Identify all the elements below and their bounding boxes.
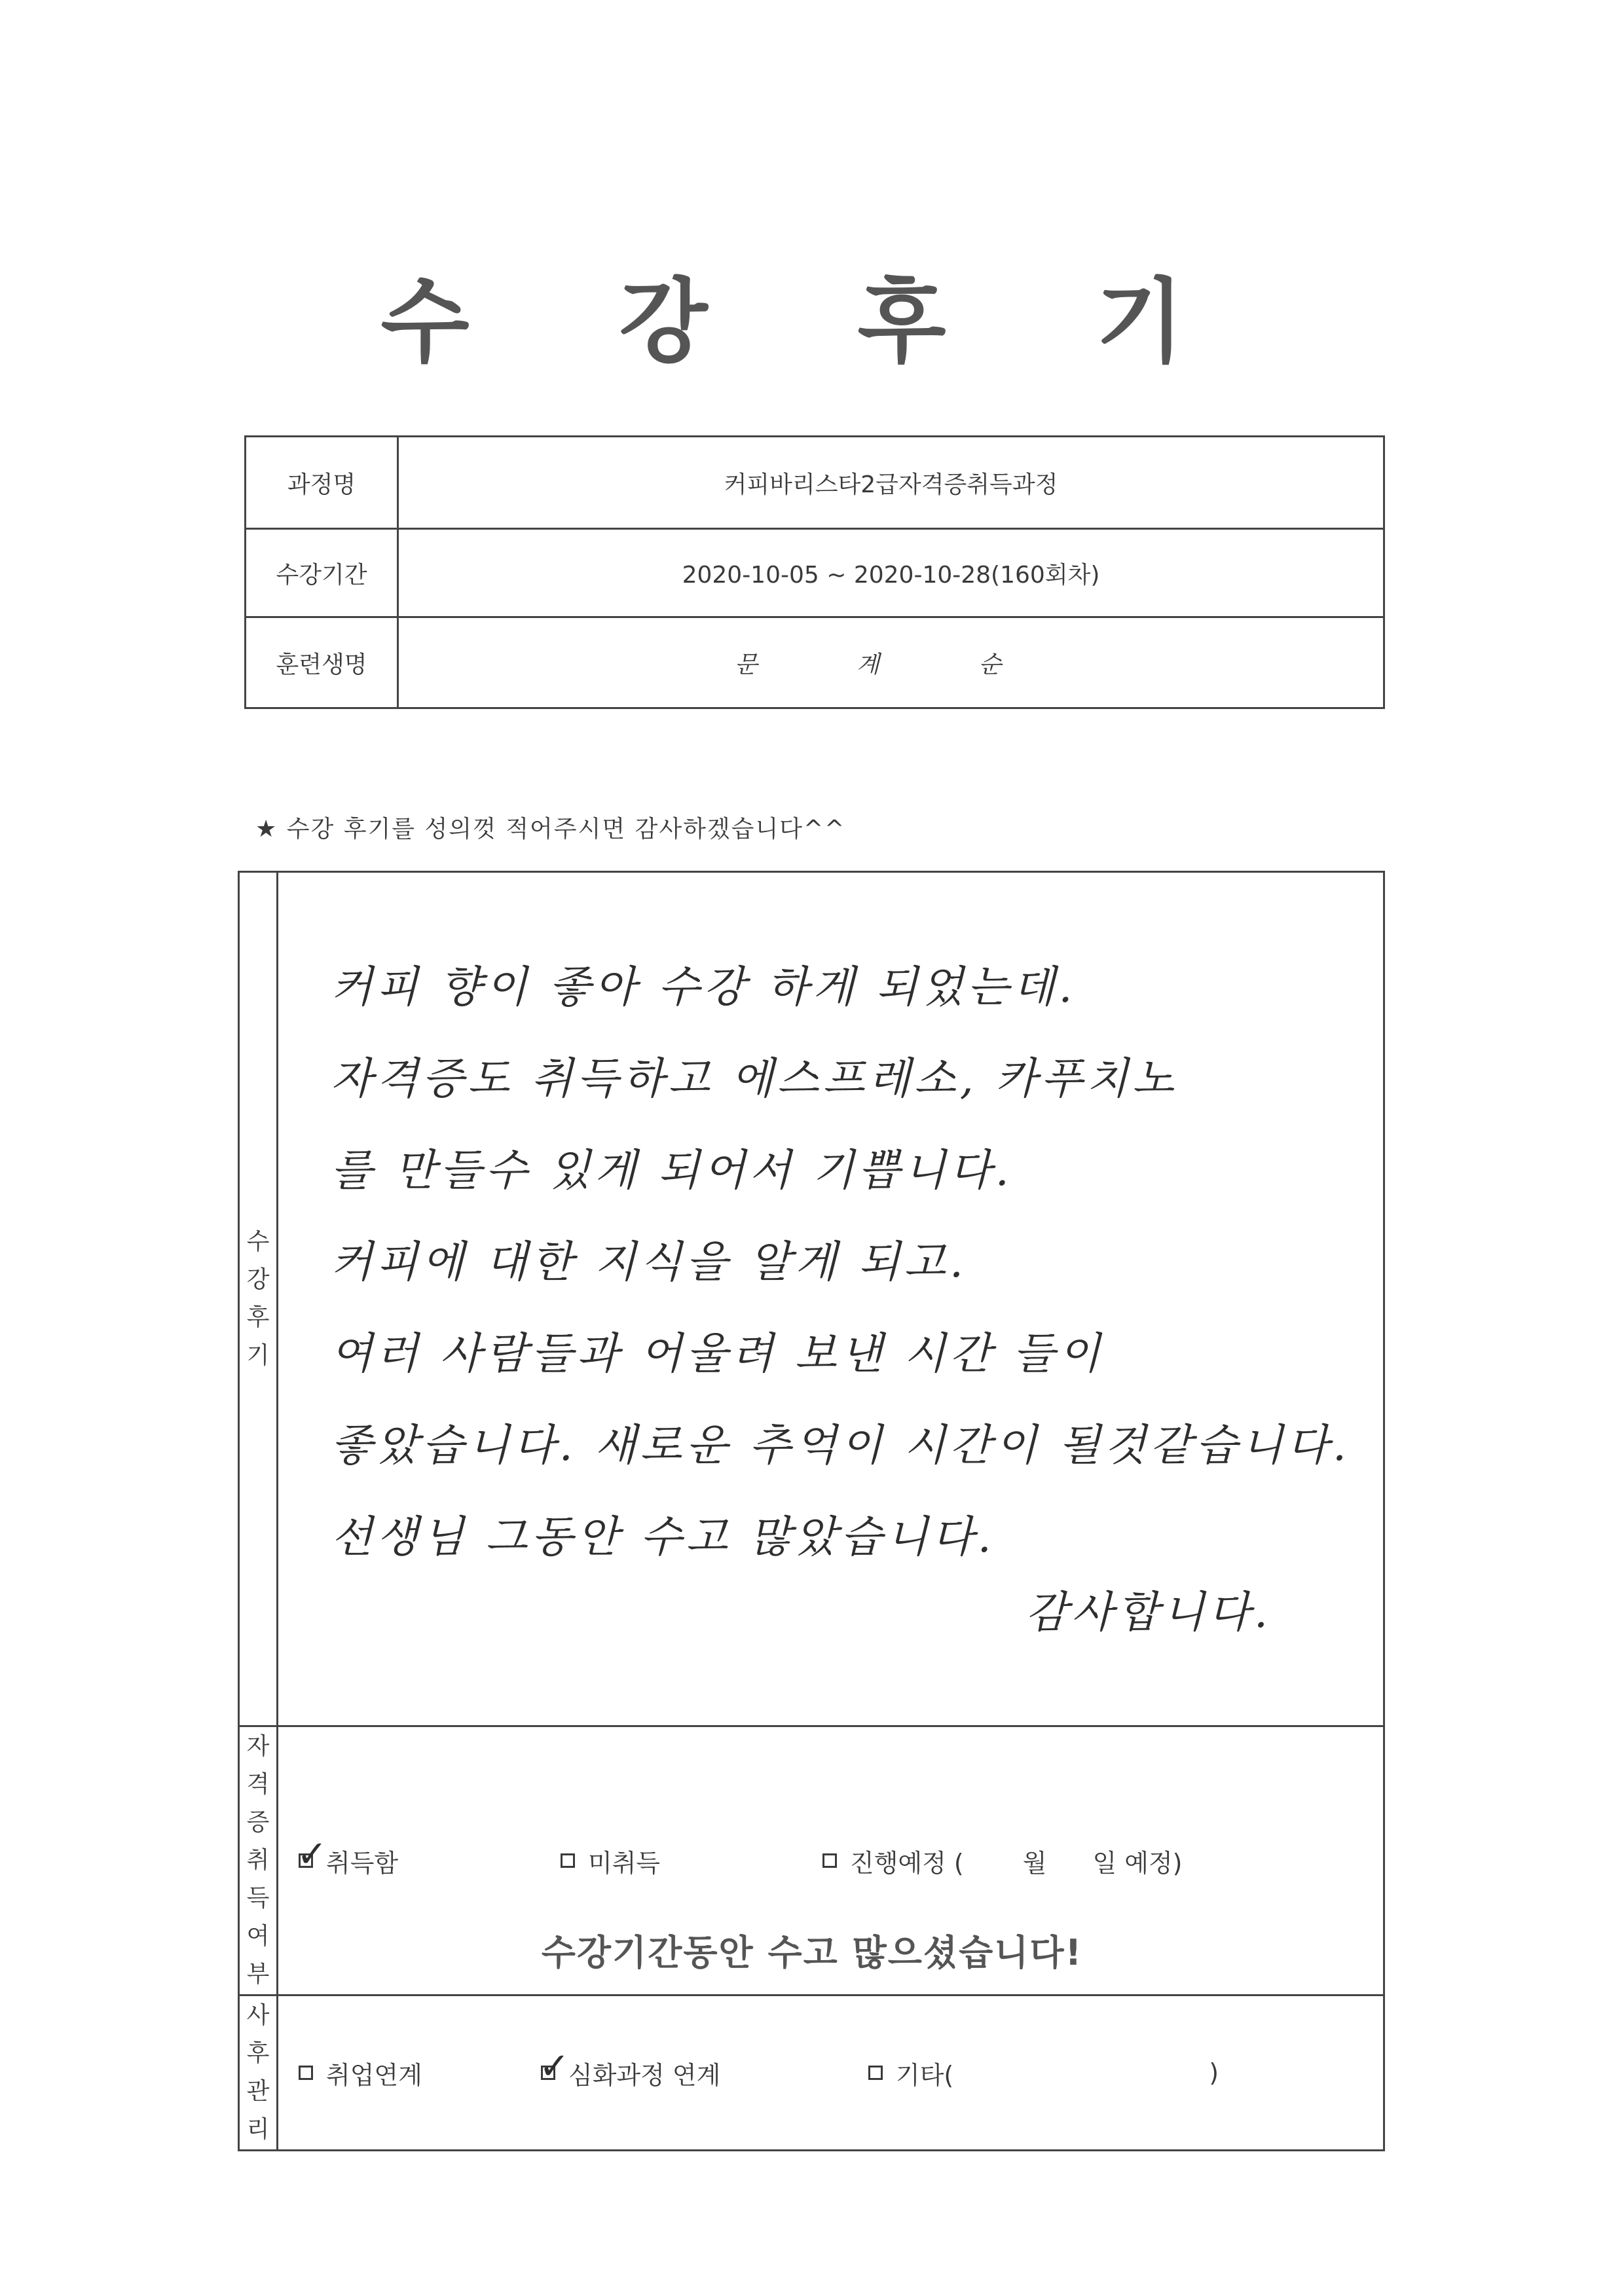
option-label: 미취득 — [588, 1848, 661, 1878]
option-advanced-course[interactable] — [539, 2045, 868, 2091]
instruction-note: ★ 수강 후기를 성의껏 적어주시면 감사하겠습니다^^ — [255, 816, 846, 843]
page-title: 수 강 후 기 — [380, 269, 1244, 376]
period-label: 수강기간 — [246, 529, 398, 617]
option-label: 심화과정 연계 — [568, 2060, 721, 2090]
footer-message: 수강기간동안 수고 많으셨습니다! — [541, 1932, 1083, 1973]
review-closing: 감사합니다. — [1025, 1587, 1272, 1637]
checkbox-not-acquired[interactable] — [561, 1853, 575, 1868]
review-line: 여러 사람들과 어울려 보낸 시간 들이 — [331, 1328, 1105, 1379]
checkbox-advanced-course[interactable] — [539, 2045, 570, 2088]
review-row — [239, 872, 1384, 1726]
course-label: 과정명 — [246, 437, 398, 529]
certification-label-line2: 취득여부 — [246, 1847, 270, 1988]
review-line: 커피 향이 좋아 수강 하게 되었는데. — [331, 962, 1077, 1012]
month-unit: 월 — [1022, 1848, 1047, 1878]
period-row — [246, 529, 1384, 617]
course-value: 커피바리스타2급자격증취득과정 — [398, 437, 1384, 529]
review-text-area — [278, 872, 1384, 1726]
checkbox-employment[interactable] — [299, 2066, 313, 2080]
trainee-name-handwritten: 문 계 순 — [398, 617, 1384, 708]
option-not-acquired[interactable] — [561, 1843, 822, 1879]
aftercare-options — [278, 1995, 1384, 2151]
aftercare-label: 사후관리 — [239, 1995, 278, 2151]
option-planned[interactable] — [822, 1843, 1183, 1879]
option-acquired[interactable] — [297, 1833, 561, 1879]
review-line: 선생님 그동안 수고 많았습니다. — [331, 1512, 995, 1562]
review-line: 좋았습니다. 새로운 추억이 시간이 될것같습니다. — [331, 1420, 1350, 1470]
trainee-row — [246, 617, 1384, 708]
aftercare-row — [239, 1995, 1384, 2151]
period-value: 2020-10-05 ~ 2020-10-28(160회차) — [398, 529, 1384, 617]
trainee-label: 훈련생명 — [246, 617, 398, 708]
close-paren: ) — [1209, 2058, 1219, 2087]
option-other[interactable] — [868, 2055, 1219, 2091]
option-label: 기타( — [896, 2060, 954, 2090]
checkbox-other[interactable] — [868, 2066, 883, 2080]
certification-label-line1: 자격증 — [246, 1733, 270, 1836]
review-label: 수강후기 — [239, 872, 278, 1726]
option-label: 진행예정 ( — [850, 1848, 964, 1878]
review-line: 를 만들수 있게 되어서 기쁩니다. — [331, 1145, 1013, 1195]
option-label: 취득함 — [326, 1848, 399, 1878]
option-label: 취업연계 — [326, 2060, 422, 2090]
course-info-table — [244, 435, 1385, 709]
check-mark-icon: ✓ — [297, 1833, 327, 1876]
check-mark-icon: ✓ — [539, 2045, 570, 2088]
review-line: 커피에 대한 지식을 알게 되고. — [331, 1237, 967, 1287]
day-unit: 일 예정) — [1092, 1848, 1183, 1878]
option-employment[interactable] — [299, 2055, 541, 2091]
course-row — [246, 437, 1384, 529]
checkbox-planned[interactable] — [822, 1853, 837, 1868]
checkbox-acquired[interactable] — [297, 1833, 327, 1876]
review-line: 자격증도 취득하고 에스프레소, 카푸치노 — [331, 1053, 1178, 1104]
